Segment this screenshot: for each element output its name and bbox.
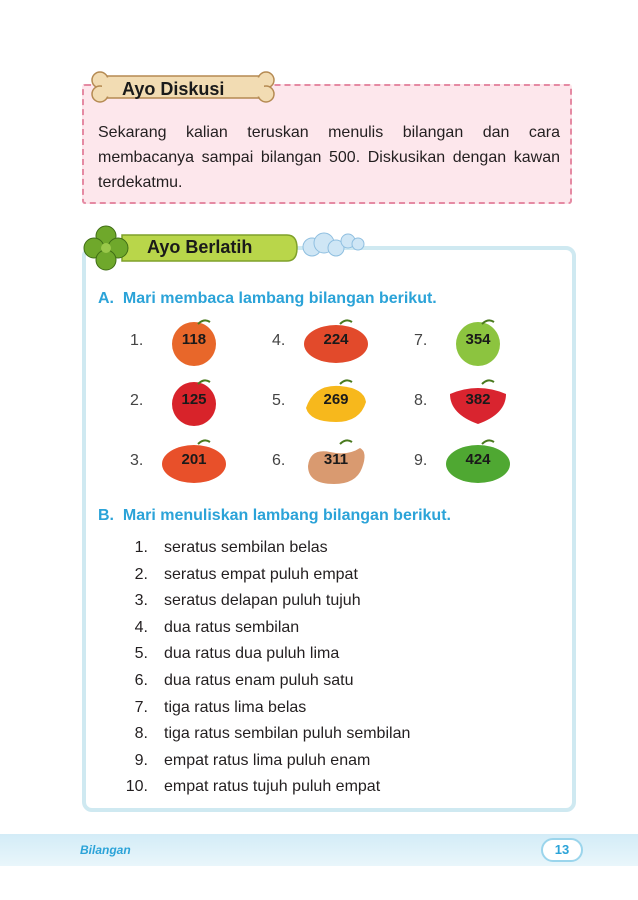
list-item-text: seratus delapan puluh tujuh bbox=[164, 592, 361, 610]
list-item-number: 4. bbox=[134, 618, 148, 636]
fruit-number: 6. bbox=[272, 452, 286, 469]
clover-icon bbox=[80, 222, 132, 274]
list-item bbox=[110, 563, 510, 587]
list-item-text: tiga ratus lima belas bbox=[164, 698, 307, 716]
list-item bbox=[110, 722, 510, 746]
section-b-heading: B. Mari menuliskan lambang bilangan berikut. bbox=[98, 507, 451, 524]
list-item-text: dua ratus sembilan bbox=[164, 618, 300, 636]
fruit-item bbox=[272, 318, 392, 368]
list-item-number: 3. bbox=[134, 592, 148, 610]
fruit-number: 5. bbox=[272, 392, 286, 409]
diskusi-text: Sekarang kalian teruskan menulis bilangan dan cara membacanya sampai bilangan 500. Diskusikan dengan kawan terdekatmu. bbox=[98, 124, 560, 191]
list-item bbox=[110, 589, 510, 613]
section-a-heading: A. Mari membaca lambang bilangan berikut. bbox=[98, 290, 437, 307]
list-item bbox=[110, 642, 510, 666]
fruit-value: 224 bbox=[323, 331, 349, 348]
fruit-item bbox=[414, 318, 534, 368]
list-item-text: dua ratus enam puluh satu bbox=[164, 672, 354, 689]
list-item bbox=[110, 616, 510, 640]
list-item bbox=[110, 536, 510, 560]
list-item-number: 5. bbox=[134, 645, 148, 663]
list-item bbox=[110, 775, 510, 799]
list-item-number: 10. bbox=[125, 778, 148, 796]
list-item bbox=[110, 669, 510, 693]
fruit-value: 354 bbox=[465, 331, 491, 348]
fruit-number: 4. bbox=[272, 332, 286, 349]
fruit-value: 311 bbox=[323, 451, 349, 468]
list-item bbox=[110, 749, 510, 773]
berlatih-title: Ayo Berlatih bbox=[147, 237, 253, 257]
page-number: 13 bbox=[541, 838, 583, 862]
fruit-item bbox=[414, 438, 534, 488]
list-item-number: 8. bbox=[134, 725, 148, 743]
list-item-text: dua ratus dua puluh lima bbox=[164, 645, 340, 663]
diskusi-title: Ayo Diskusi bbox=[122, 79, 225, 99]
fruit-value: 118 bbox=[181, 331, 207, 348]
fruit-item bbox=[414, 378, 534, 428]
fruit-item bbox=[130, 438, 250, 488]
fruit-value: 125 bbox=[181, 391, 207, 408]
fruit-item bbox=[272, 438, 392, 488]
fruit-item bbox=[272, 378, 392, 428]
list-item-number: 2. bbox=[134, 565, 148, 583]
fruit-number: 1. bbox=[130, 332, 144, 349]
fruit-number: 9. bbox=[414, 452, 428, 469]
list-item bbox=[110, 696, 510, 720]
fruit-item bbox=[130, 378, 250, 428]
fruit-number: 7. bbox=[414, 332, 428, 349]
list-item-text: seratus sembilan belas bbox=[164, 539, 328, 556]
fruit-value: 201 bbox=[181, 451, 207, 468]
list-item-number: 1. bbox=[134, 539, 148, 556]
fruit-number: 8. bbox=[414, 392, 428, 409]
fruit-value: 269 bbox=[323, 391, 349, 408]
footer-chapter: Bilangan bbox=[80, 843, 131, 857]
list-item-text: seratus empat puluh empat bbox=[164, 565, 358, 583]
fruit-value: 382 bbox=[465, 391, 491, 408]
list-item-number: 9. bbox=[134, 751, 148, 769]
fruit-number: 2. bbox=[130, 392, 144, 409]
list-item-number: 7. bbox=[134, 698, 148, 716]
list-item-text: tiga ratus sembilan puluh sembilan bbox=[164, 725, 411, 743]
fruit-item bbox=[130, 318, 250, 368]
list-item-text: empat ratus tujuh puluh empat bbox=[164, 778, 381, 796]
list-item-text: empat ratus lima puluh enam bbox=[164, 751, 371, 769]
fruit-number: 3. bbox=[130, 452, 144, 469]
fruit-value: 424 bbox=[465, 451, 491, 468]
list-item-number: 6. bbox=[134, 672, 148, 689]
